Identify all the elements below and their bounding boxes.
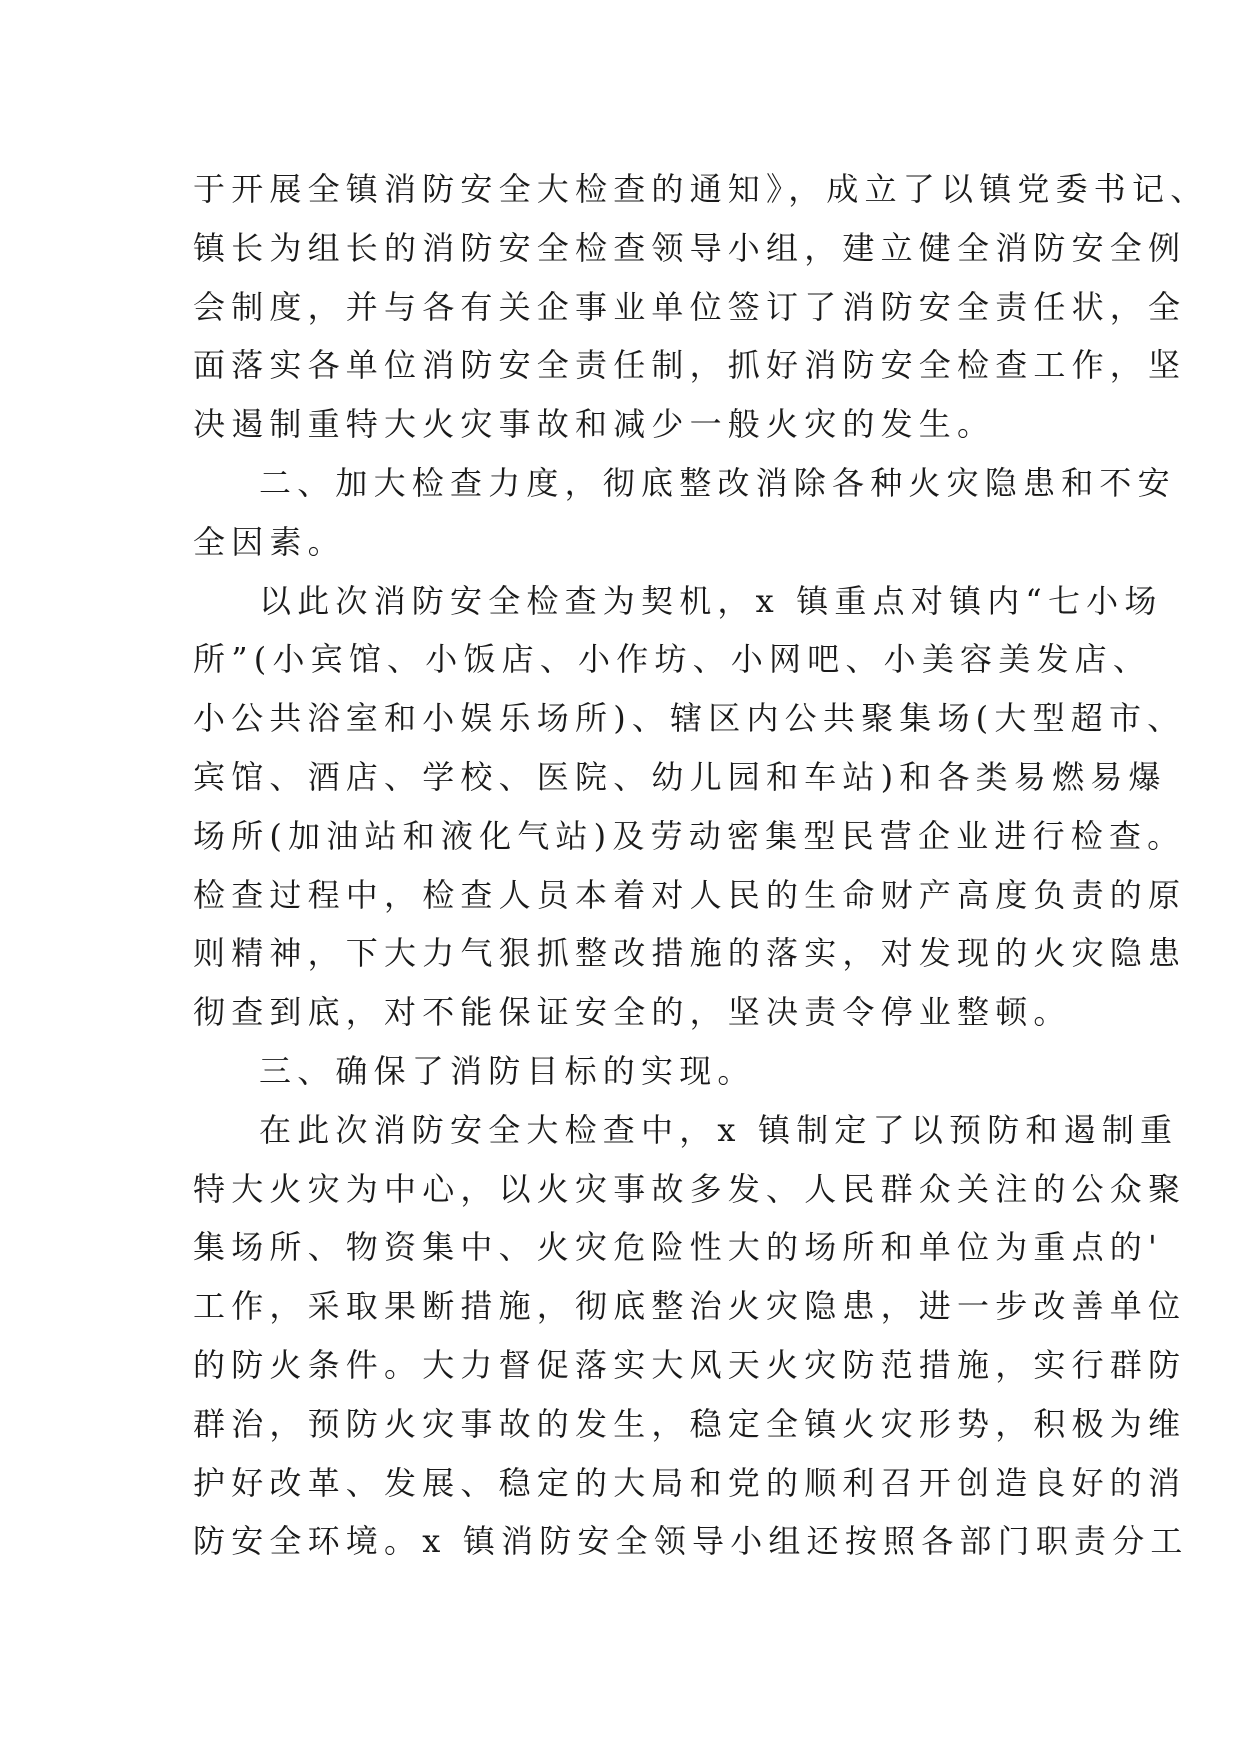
paragraph-start: 以此次消防安全检查为契机，x 镇重点对镇内“七小场 bbox=[259, 581, 1163, 620]
text-line: 于开展全镇消防安全大检查的通知》，成立了以镇党委书记、 bbox=[193, 170, 1209, 208]
text-line: 的防火条件。大力督促落实大风天火灾防范措施，实行群防 bbox=[193, 1345, 1187, 1384]
text-line: 集场所、物资集中、火灾危险性大的场所和单位为重点的' bbox=[193, 1228, 1163, 1267]
text-line: 面落实各单位消防安全责任制，抓好消防安全检查工作，坚 bbox=[193, 346, 1187, 385]
text-line: 则精神，下大力气狠抓整改措施的落实，对发现的火灾隐患 bbox=[193, 934, 1187, 973]
body-text bbox=[193, 160, 1209, 1571]
paragraph-start: 在此次消防安全大检查中，x 镇制定了以预防和遏制重 bbox=[259, 1110, 1179, 1149]
text-line: 彻查到底，对不能保证安全的，坚决责令停业整顿。 bbox=[193, 993, 1072, 1032]
text-line: 所”(小宾馆、小饭店、小作坊、小网吧、小美容美发店、 bbox=[193, 640, 1152, 679]
text-line: 群治，预防火灾事故的发生，稳定全镇火灾形势，积极为维 bbox=[193, 1404, 1187, 1443]
text-line: 镇长为组长的消防安全检查领导小组，建立健全消防安全例 bbox=[193, 228, 1187, 267]
text-line: 护好改革、发展、稳定的大局和党的顺利召开创造良好的消 bbox=[193, 1463, 1187, 1502]
text-line: 特大火灾为中心，以火灾事故多发、人民群众关注的公众聚 bbox=[193, 1169, 1187, 1208]
section-heading-2: 二、加大检查力度，彻底整改消除各种火灾隐患和不安 bbox=[259, 463, 1176, 502]
text-line: 工作，采取果断措施，彻底整治火灾隐患，进一步改善单位 bbox=[193, 1287, 1187, 1326]
text-line: 全因素。 bbox=[193, 522, 346, 561]
text-line: 会制度，并与各有关企事业单位签订了消防安全责任状，全 bbox=[193, 287, 1187, 326]
text-line: 防安全环境。x 镇消防安全领导小组还按照各部门职责分工 bbox=[193, 1522, 1189, 1561]
text-line: 检查过程中，检查人员本着对人民的生命财产高度负责的原 bbox=[193, 875, 1187, 914]
text-line: 决遏制重特大火灾事故和减少一般火灾的发生。 bbox=[193, 405, 996, 444]
text-line: 小公共浴室和小娱乐场所)、辖区内公共聚集场(大型超市、 bbox=[193, 699, 1186, 738]
section-heading-3: 三、确保了消防目标的实现。 bbox=[259, 1051, 756, 1090]
text-line: 场所(加油站和液化气站)及劳动密集型民营企业进行检查。 bbox=[193, 816, 1186, 855]
text-line: 宾馆、酒店、学校、医院、幼儿园和车站)和各类易燃易爆 bbox=[193, 757, 1167, 796]
